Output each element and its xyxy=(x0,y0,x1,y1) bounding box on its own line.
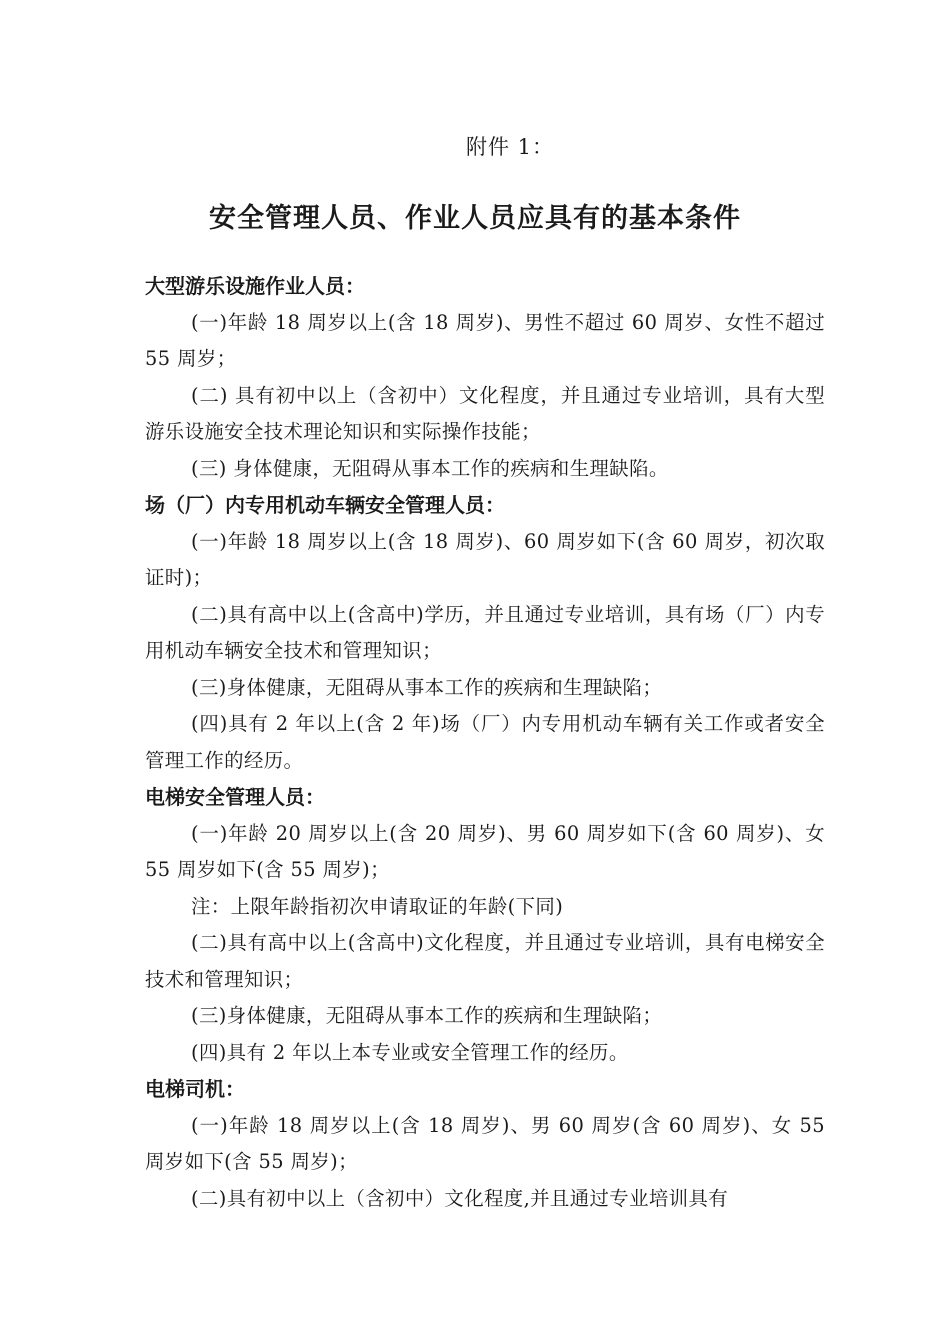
document-body xyxy=(145,268,825,1217)
requirement-item: (一)年龄 18 周岁以上(含 18 周岁)、男性不超过 60 周岁、女性不超过 55 周岁； xyxy=(145,310,825,370)
section-vehicle-safety-managers xyxy=(145,487,825,779)
requirement-item: (二)具有高中以上(含高中)学历，并且通过专业培训，具有场（厂）内专用机动车辆安全技术和管理知识； xyxy=(145,602,825,662)
section-amusement-facility-operators xyxy=(145,268,825,487)
requirement-item: (四)具有 2 年以上本专业或安全管理工作的经历。 xyxy=(191,1040,629,1064)
requirement-item: (三) 身体健康，无阻碍从事本工作的疾病和生理缺陷。 xyxy=(191,456,669,480)
requirement-item: (二) 具有初中以上（含初中）文化程度，并且通过专业培训，具有大型游乐设施安全技术理论知识和实际操作技能； xyxy=(145,383,825,443)
section-heading: 电梯司机： xyxy=(145,1077,245,1101)
requirement-item: (二)具有初中以上（含初中）文化程度,并且通过专业培训具有 xyxy=(191,1186,729,1210)
requirement-item: (三)身体健康，无阻碍从事本工作的疾病和生理缺陷； xyxy=(191,675,663,699)
section-heading: 电梯安全管理人员： xyxy=(145,785,325,809)
requirement-item: (一)年龄 20 周岁以上(含 20 周岁)、男 60 周岁如下(含 60 周岁)、女 55 周岁如下(含 55 周岁)； xyxy=(145,821,825,881)
requirement-note: 注：上限年龄指初次申请取证的年龄(下同) xyxy=(191,894,564,918)
section-heading: 大型游乐设施作业人员： xyxy=(145,274,365,298)
section-heading: 场（厂）内专用机动车辆安全管理人员： xyxy=(145,493,505,517)
section-elevator-safety-managers xyxy=(145,779,825,1071)
requirement-item: (一)年龄 18 周岁以上(含 18 周岁)、男 60 周岁(含 60 周岁)、女 55 周岁如下(含 55 周岁)； xyxy=(145,1113,825,1173)
section-elevator-operators xyxy=(145,1071,825,1217)
requirement-item: (一)年龄 18 周岁以上(含 18 周岁)、60 周岁如下(含 60 周岁，初次取证时)； xyxy=(145,529,825,589)
requirement-item: (三)身体健康，无阻碍从事本工作的疾病和生理缺陷； xyxy=(191,1004,663,1027)
requirement-item: (四)具有 2 年以上(含 2 年)场（厂）内专用机动车辆有关工作或者安全管理工作的经历。 xyxy=(145,712,825,772)
attachment-label: 附件 1： xyxy=(466,135,555,159)
requirement-item: (二)具有高中以上(含高中)文化程度，并且通过专业培训，具有电梯安全技术和管理知识； xyxy=(145,931,825,991)
document-title: 安全管理人员、作业人员应具有的基本条件 xyxy=(209,203,741,234)
